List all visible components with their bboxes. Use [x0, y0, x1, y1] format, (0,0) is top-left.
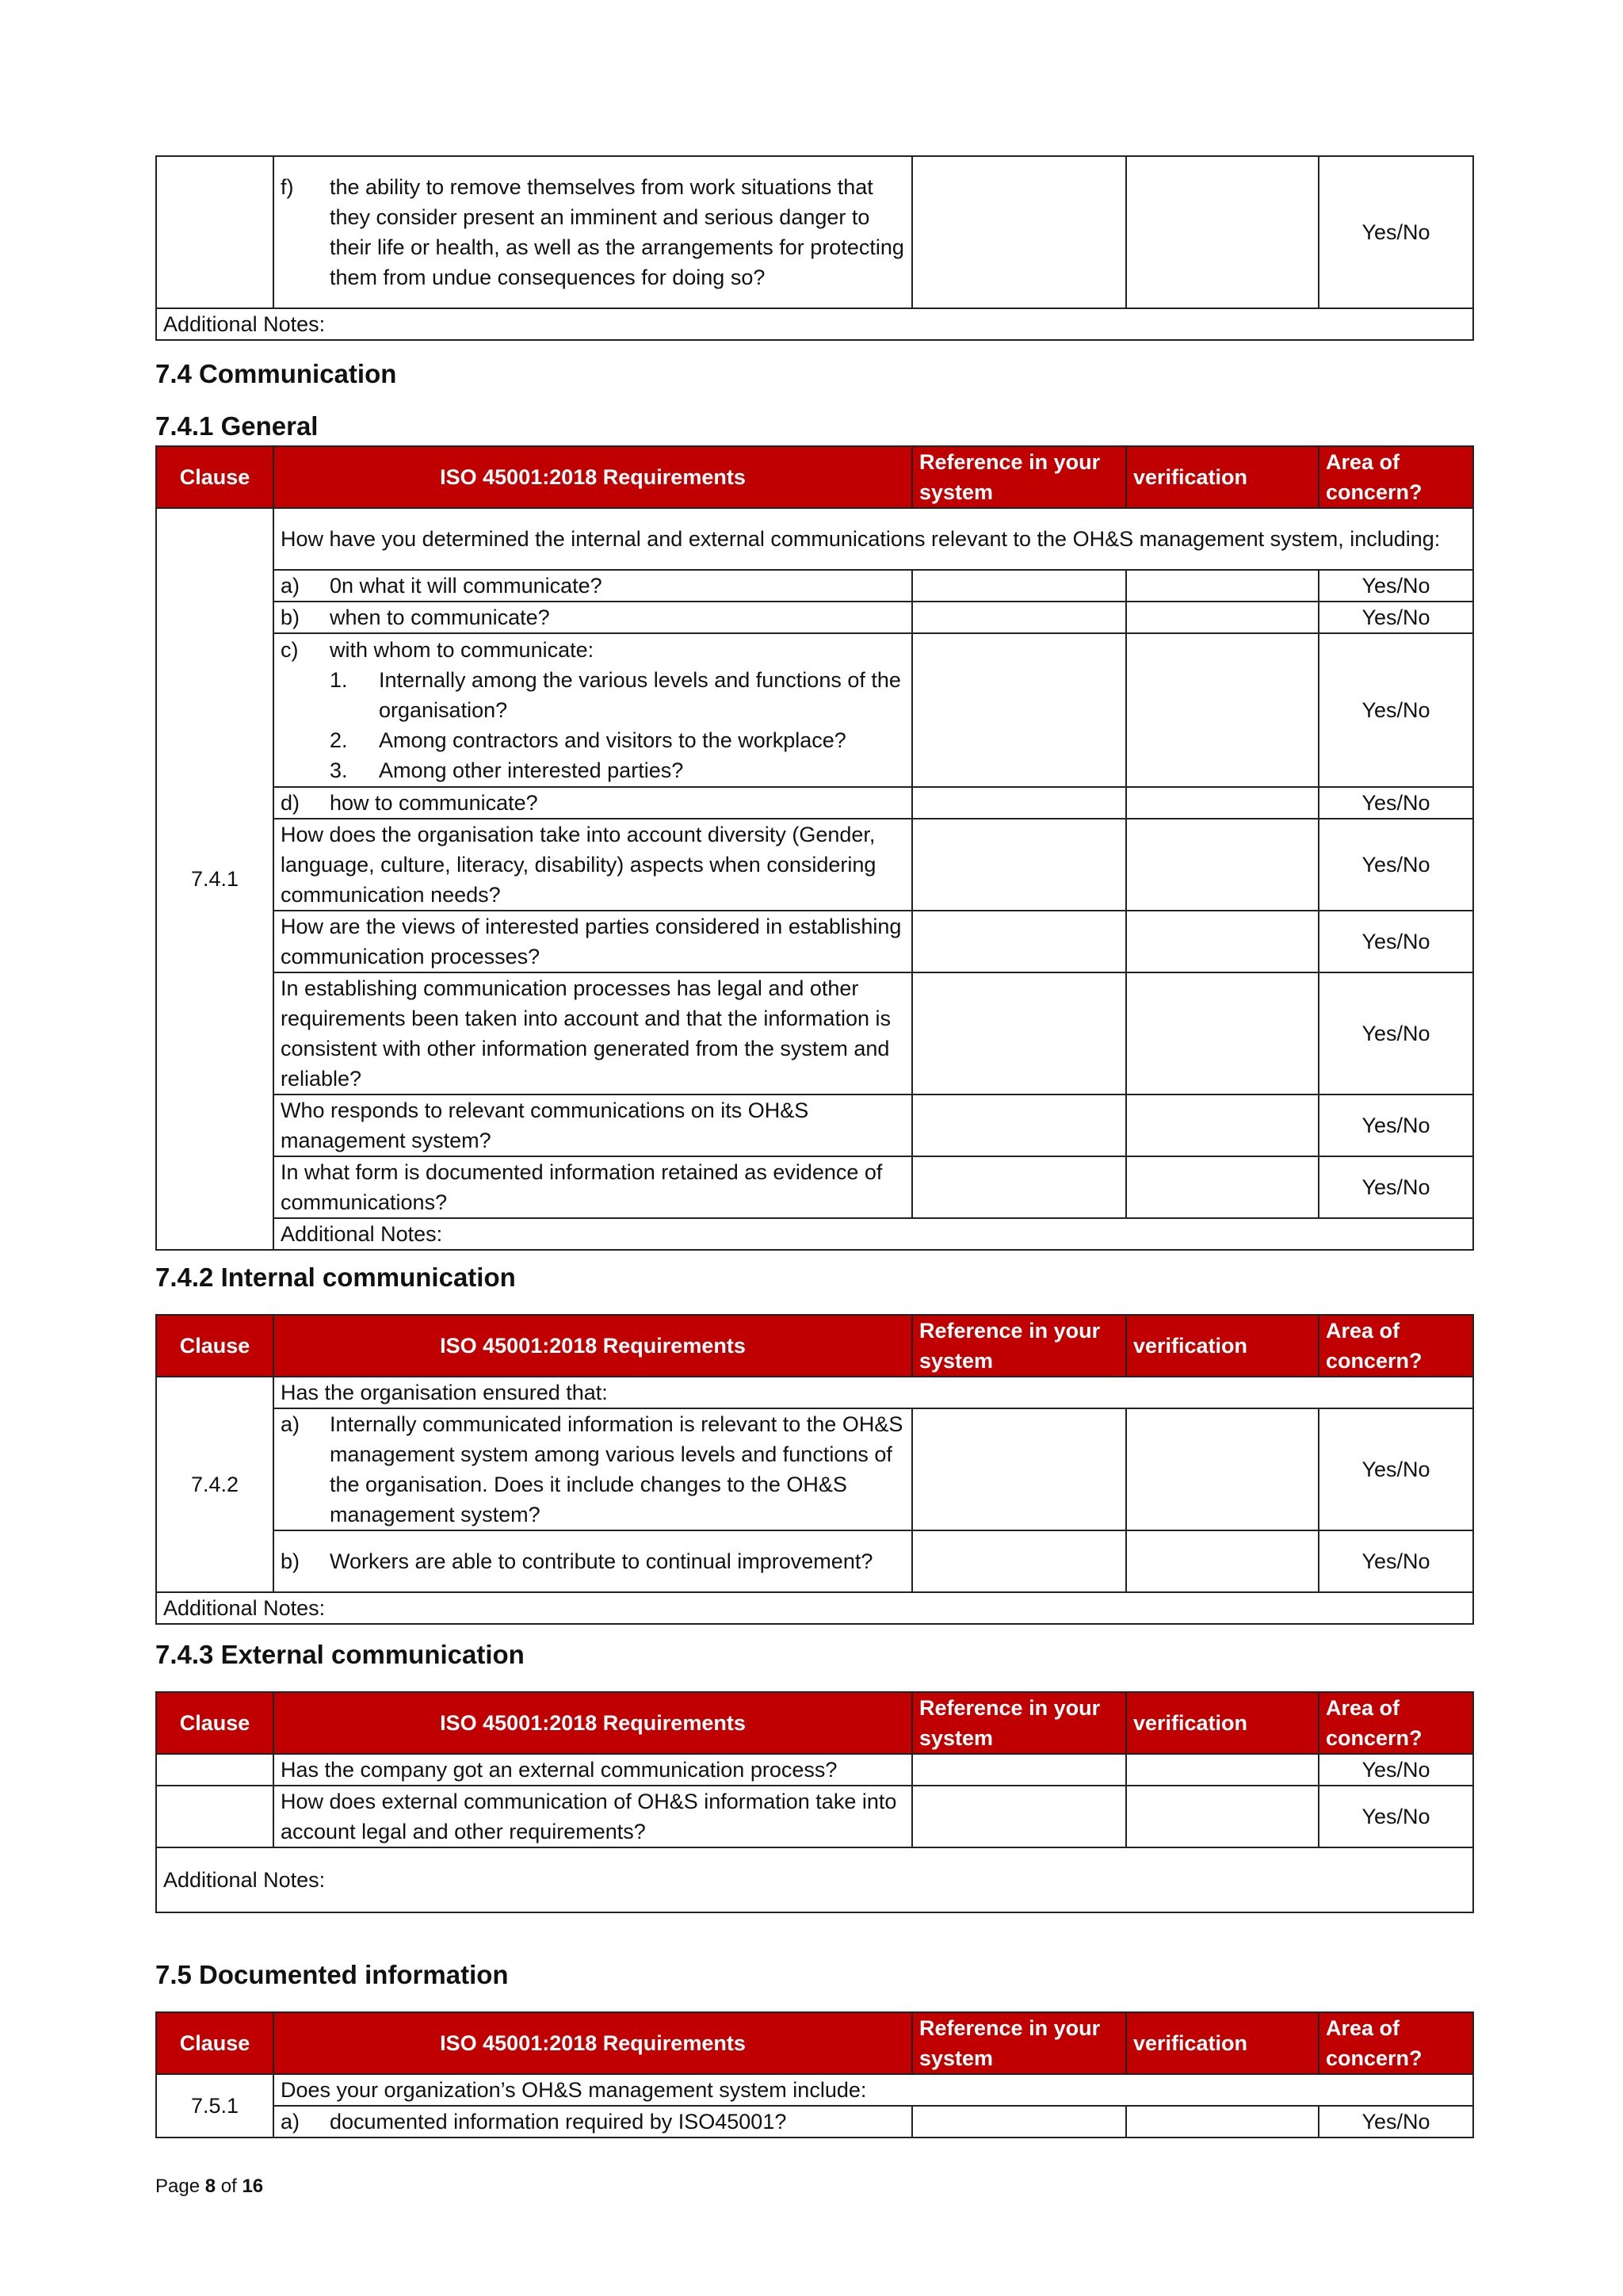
reference-cell[interactable] — [912, 819, 1126, 911]
requirement-cell: a) 0n what it will communicate? — [273, 570, 912, 602]
clause-cell: 7.4.1 — [156, 508, 273, 1250]
requirement-intro: Does your organization’s OH&S management system include: — [273, 2074, 1473, 2106]
header-concern: Area of concern? — [1319, 2012, 1473, 2074]
requirement-cell: b) when to communicate? — [273, 602, 912, 633]
concern-cell[interactable]: Yes/No — [1319, 570, 1473, 602]
header-verification: verification — [1126, 446, 1319, 508]
verification-cell[interactable] — [1126, 1095, 1319, 1156]
concern-cell[interactable]: Yes/No — [1319, 602, 1473, 633]
top-table — [155, 155, 1474, 341]
footer-prefix: Page — [155, 2176, 200, 2197]
header-reference: Reference in your system — [912, 1315, 1126, 1377]
header-requirements: ISO 45001:2018 Requirements — [273, 1692, 912, 1754]
clause-cell: 7.4.2 — [156, 1377, 273, 1592]
requirement-cell: a) Internally communicated information is relevant to the OH&S management system among various levels and functions of the organisation. Does it include changes to the OH&S management system? — [273, 1408, 912, 1530]
clause-cell — [156, 1786, 273, 1847]
verification-cell[interactable] — [1126, 1786, 1319, 1847]
requirement-cell: How does external communication of OH&S information take into account legal and other requirements? — [273, 1786, 912, 1847]
requirement-cell: d) how to communicate? — [273, 787, 912, 819]
requirement-cell: In what form is documented information retained as evidence of communications? — [273, 1156, 912, 1218]
concern-cell[interactable]: Yes/No — [1319, 787, 1473, 819]
concern-cell[interactable]: Yes/No — [1319, 2106, 1473, 2137]
section-heading-7-4-2: 7.4.2 Internal communication — [155, 1263, 516, 1292]
reference-cell[interactable] — [912, 633, 1126, 787]
requirement-cell: How are the views of interested parties considered in establishing communication processes? — [273, 911, 912, 972]
concern-cell[interactable]: Yes/No — [1319, 156, 1473, 308]
requirement-intro: Has the organisation ensured that: — [273, 1377, 1473, 1408]
reference-cell[interactable] — [912, 911, 1126, 972]
requirement-cell: In establishing communication processes has legal and other requirements been taken into account and that the information is consistent with other information generated from the system and reliable? — [273, 972, 912, 1095]
concern-cell[interactable]: Yes/No — [1319, 1095, 1473, 1156]
additional-notes[interactable]: Additional Notes: — [156, 1847, 1473, 1912]
section-heading-7-5: 7.5 Documented information — [155, 1960, 509, 1989]
header-concern: Area of concern? — [1319, 1315, 1473, 1377]
verification-cell[interactable] — [1126, 633, 1319, 787]
header-requirements: ISO 45001:2018 Requirements — [273, 2012, 912, 2074]
header-requirements: ISO 45001:2018 Requirements — [273, 1315, 912, 1377]
reference-cell[interactable] — [912, 1530, 1126, 1592]
header-reference: Reference in your system — [912, 2012, 1126, 2074]
concern-cell[interactable]: Yes/No — [1319, 1156, 1473, 1218]
verification-cell[interactable] — [1126, 1530, 1319, 1592]
clause-cell: 7.5.1 — [156, 2074, 273, 2137]
verification-cell[interactable] — [1126, 819, 1319, 911]
concern-cell[interactable]: Yes/No — [1319, 1786, 1473, 1847]
reference-cell[interactable] — [912, 1786, 1126, 1847]
clause-cell — [156, 1754, 273, 1786]
reference-cell[interactable] — [912, 972, 1126, 1095]
concern-cell[interactable]: Yes/No — [1319, 972, 1473, 1095]
table-7-5-1 — [155, 2011, 1474, 2138]
requirement-cell: c) with whom to communicate: 1. Internally among the various levels and functions of the organisation? 2. Among contractors and visitors to the workplace? 3. Among other interested parties? — [273, 633, 912, 787]
header-concern: Area of concern? — [1319, 446, 1473, 508]
header-reference: Reference in your system — [912, 446, 1126, 508]
verification-cell[interactable] — [1126, 1408, 1319, 1530]
additional-notes[interactable]: Additional Notes: — [156, 1592, 1473, 1624]
verification-cell[interactable] — [1126, 602, 1319, 633]
header-verification: verification — [1126, 1315, 1319, 1377]
concern-cell[interactable]: Yes/No — [1319, 911, 1473, 972]
section-heading-7-4-3: 7.4.3 External communication — [155, 1640, 525, 1669]
reference-cell[interactable] — [912, 787, 1126, 819]
concern-cell[interactable]: Yes/No — [1319, 633, 1473, 787]
requirement-cell: b) Workers are able to contribute to continual improvement? — [273, 1530, 912, 1592]
header-verification: verification — [1126, 2012, 1319, 2074]
reference-cell[interactable] — [912, 1754, 1126, 1786]
reference-cell[interactable] — [912, 1095, 1126, 1156]
table-7-4-3 — [155, 1691, 1474, 1913]
header-verification: verification — [1126, 1692, 1319, 1754]
verification-cell[interactable] — [1126, 1156, 1319, 1218]
verification-cell[interactable] — [1126, 787, 1319, 819]
clause-cell — [156, 156, 273, 308]
requirement-cell: a) documented information required by ISO45001? — [273, 2106, 912, 2137]
verification-cell[interactable] — [1126, 2106, 1319, 2137]
reference-cell[interactable] — [912, 570, 1126, 602]
page-footer — [155, 2176, 263, 2198]
verification-cell[interactable] — [1126, 156, 1319, 308]
verification-cell[interactable] — [1126, 1754, 1319, 1786]
concern-cell[interactable]: Yes/No — [1319, 1530, 1473, 1592]
footer-total-pages: 16 — [242, 2176, 264, 2197]
requirement-intro: How have you determined the internal and external communications relevant to the OH&S management system, including: — [273, 508, 1473, 570]
verification-cell[interactable] — [1126, 972, 1319, 1095]
header-reference: Reference in your system — [912, 1692, 1126, 1754]
requirement-cell: How does the organisation take into account diversity (Gender, language, culture, literacy, disability) aspects when considering communication needs? — [273, 819, 912, 911]
table-7-4-1 — [155, 445, 1474, 1251]
verification-cell[interactable] — [1126, 570, 1319, 602]
footer-page-number: 8 — [204, 2176, 216, 2197]
reference-cell[interactable] — [912, 1408, 1126, 1530]
header-clause: Clause — [156, 446, 273, 508]
header-clause: Clause — [156, 1315, 273, 1377]
header-requirements: ISO 45001:2018 Requirements — [273, 446, 912, 508]
concern-cell[interactable]: Yes/No — [1319, 819, 1473, 911]
requirement-cell: Has the company got an external communication process? — [273, 1754, 912, 1786]
concern-cell[interactable]: Yes/No — [1319, 1754, 1473, 1786]
reference-cell[interactable] — [912, 156, 1126, 308]
reference-cell[interactable] — [912, 602, 1126, 633]
requirement-cell: Who responds to relevant communications on its OH&S management system? — [273, 1095, 912, 1156]
verification-cell[interactable] — [1126, 911, 1319, 972]
reference-cell[interactable] — [912, 1156, 1126, 1218]
section-heading-7-4-1: 7.4.1 General — [155, 411, 319, 441]
section-heading-7-4: 7.4 Communication — [155, 359, 397, 388]
reference-cell[interactable] — [912, 2106, 1126, 2137]
additional-notes[interactable]: Additional Notes: — [273, 1218, 1473, 1250]
additional-notes[interactable]: Additional Notes: — [156, 308, 1473, 340]
header-clause: Clause — [156, 2012, 273, 2074]
header-clause: Clause — [156, 1692, 273, 1754]
table-7-4-2 — [155, 1314, 1474, 1625]
concern-cell[interactable]: Yes/No — [1319, 1408, 1473, 1530]
footer-of: of — [220, 2176, 237, 2197]
header-concern: Area of concern? — [1319, 1692, 1473, 1754]
requirement-cell: f) the ability to remove themselves from work situations that they consider present an imminent and serious danger to their life or health, as well as the arrangements for protecting them from undue consequences for doing so? — [273, 156, 912, 308]
